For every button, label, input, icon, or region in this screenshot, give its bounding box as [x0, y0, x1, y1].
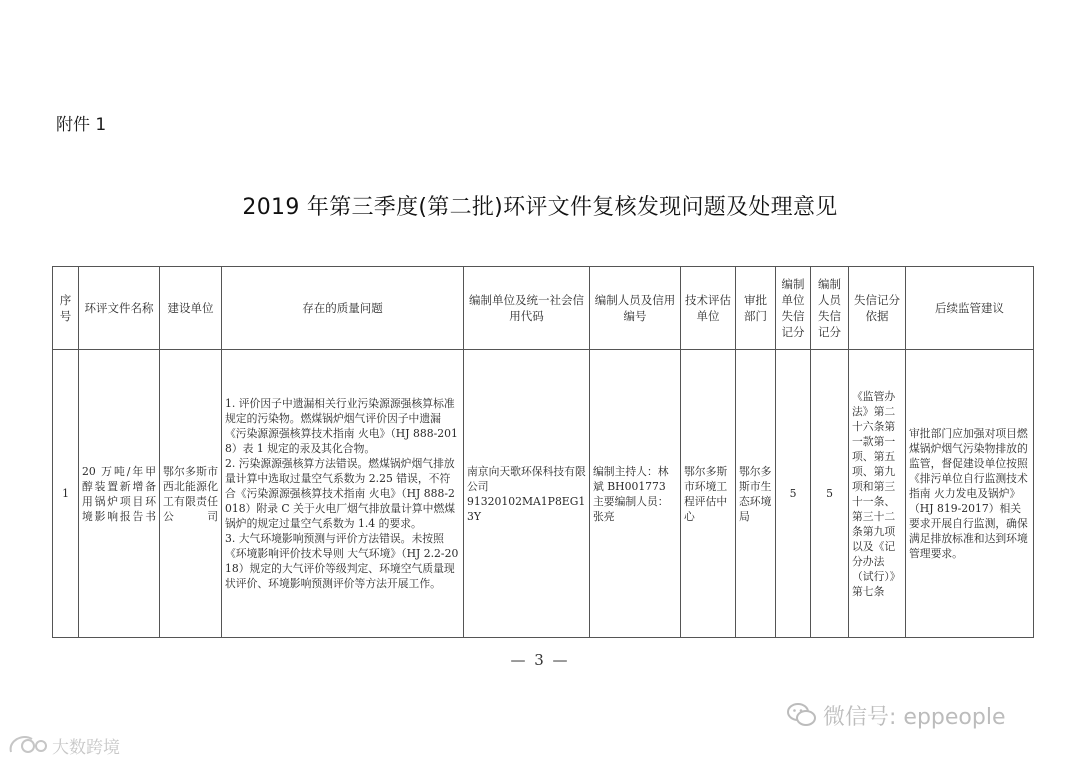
header-approval: 审批部门 — [736, 267, 776, 350]
cell-eval-unit: 鄂尔多斯市环境工程评估中心 — [681, 350, 736, 638]
issue-item-1: 1. 评价因子中遗漏相关行业污染源源强核算标准规定的污染物。燃煤锅炉烟气评价因子中遗漏《污染源源强核算技术指南 火电》（HJ 888-2018）表 1 规定的汞及其化合物。 — [225, 397, 458, 455]
cell-personnel: 编制主持人：林斌 BH001773 主要编制人员：张亮 — [590, 350, 681, 638]
issues-table — [52, 266, 1034, 638]
header-unit-points: 编制单位失信记分 — [776, 267, 811, 350]
cell-builder: 鄂尔多斯市西北能源化工有限责任公司 — [160, 350, 222, 638]
cell-person-points: 5 — [811, 350, 849, 638]
header-doc-name: 环评文件名称 — [79, 267, 160, 350]
cell-issues — [222, 350, 464, 638]
source-text: 大数跨境 — [52, 737, 120, 758]
source-watermark — [8, 733, 120, 757]
cell-unit — [464, 350, 590, 638]
header-suggestion: 后续监管建议 — [906, 267, 1034, 350]
unit-credit-code: 91320102MA1P8EG13Y — [467, 494, 586, 523]
issue-item-3: 3. 大气环境影响预测与评价方法错误。未按照《环境影响评价技术导则 大气环境》（HJ 2.2-2018）规定的大气评价等级判定、环境空气质量现状评价、环境影响预测评价等方法开展工作。 — [225, 532, 459, 590]
table-header-row — [53, 267, 1034, 350]
cell-unit-points: 5 — [776, 350, 811, 638]
header-eval-unit: 技术评估单位 — [681, 267, 736, 350]
header-person-points: 编制人员失信记分 — [811, 267, 849, 350]
attachment-label: 附件 1 — [56, 115, 107, 135]
header-builder: 建设单位 — [160, 267, 222, 350]
header-unit-code: 编制单位及统一社会信用代码 — [464, 267, 590, 350]
speech-bubble-icon — [8, 734, 48, 756]
table-row — [53, 350, 1034, 638]
header-issues: 存在的质量问题 — [222, 267, 464, 350]
cell-approval: 鄂尔多斯市生态环境局 — [736, 350, 776, 638]
unit-name: 南京向天歌环保科技有限公司 — [467, 464, 586, 493]
cell-doc-name: 20 万吨/年甲醇装置新增备用锅炉项目环境影响报告书 — [79, 350, 160, 638]
header-personnel: 编制人员及信用编号 — [590, 267, 681, 350]
document-title: 2019 年第三季度(第二批)环评文件复核发现问题及处理意见 — [242, 195, 838, 220]
wechat-icon — [787, 702, 817, 728]
wechat-id-text: 微信号: eppeople — [823, 704, 1006, 730]
issue-item-2: 2. 污染源源强核算方法错误。燃煤锅炉烟气排放量计算中选取过量空气系数为 2.25 错误，不符合《污染源源强核算技术指南 火电》（HJ 888-2018）附录 C 关于火电厂烟气排放量计算中燃煤锅炉的规定过量空气系数为 1.4 的要求。 — [225, 457, 456, 530]
cell-seq: 1 — [53, 350, 79, 638]
header-seq: 序号 — [53, 267, 79, 350]
cell-suggestion: 审批部门应加强对项目燃煤锅炉烟气污染物排放的监管，督促建设单位按照《排污单位自行监测技术指南 火力发电及锅炉》（HJ 819-2017）相关要求开展自行监测，确保满足排放标准和达到环境管理要求。 — [906, 350, 1034, 638]
header-basis: 失信记分依据 — [849, 267, 906, 350]
wechat-watermark — [787, 701, 1005, 729]
page-number: — 3 — — [510, 651, 570, 669]
cell-basis: 《监管办法》第二十六条第一款第一项、第五项、第九项和第三十一条、第三十二条第九项以及《记分办法（试行）》第七条 — [849, 350, 906, 638]
